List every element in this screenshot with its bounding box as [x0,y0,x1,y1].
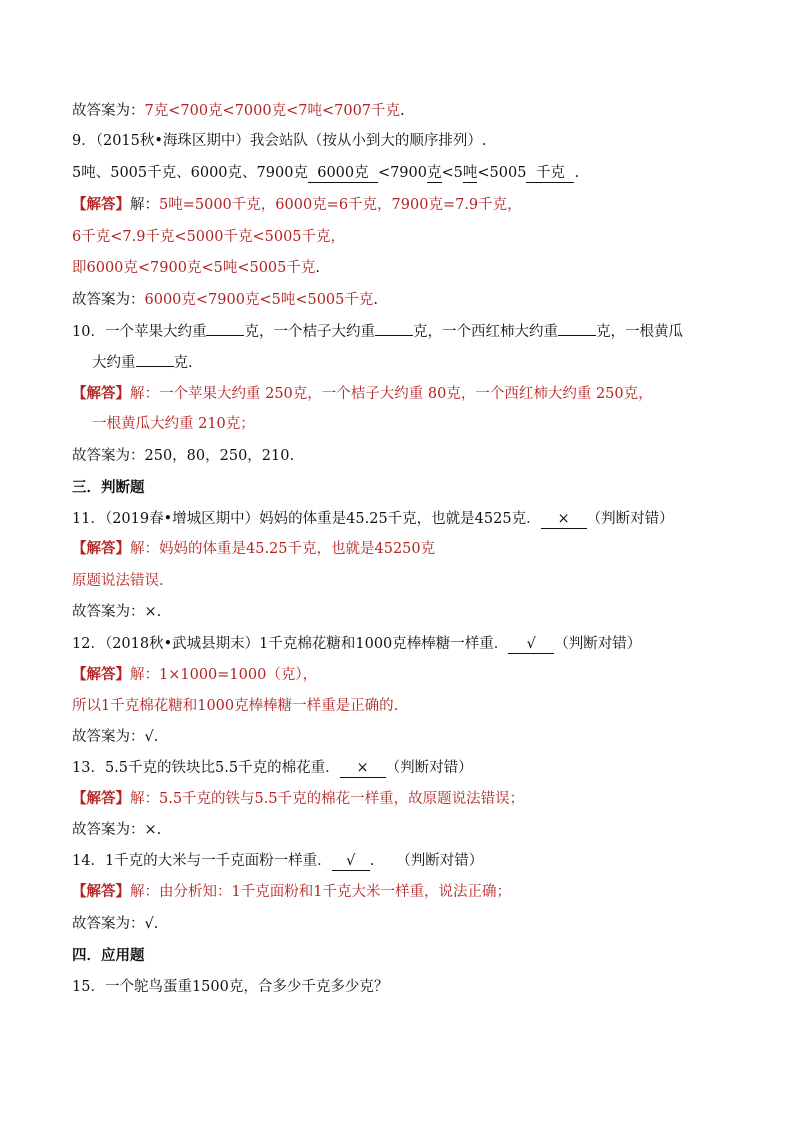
solution-9-line-1: 【解答】解：5吨=5000千克，6000克=6千克，7900克=7.9千克， [72,196,522,213]
question-10-line-2: 大约重 克. [92,355,193,371]
answer-line-10: 故答案为：250，80，250，210. [72,448,295,464]
question-10: 10．一个苹果大约重 克，一个桔子大约重 克，一个西红柿大约重 克，一根黄瓜 [72,324,683,340]
solution-14-line-1: 【解答】解：由分析知：1千克面粉和1千克大米一样重，说法正确； [72,883,511,900]
blank-tomato [558,335,596,336]
solution-11-line-1: 【解答】解：妈妈的体重是45.25千克，也就是45250克 [72,540,436,557]
answer-line-13: 故答案为：×. [72,822,162,838]
blank-orange [375,335,413,336]
question-13: 13．5.5千克的铁块比5.5千克的棉花重． × （判断对错） [72,760,473,776]
solution-9-line-3: 即6000克<7900克<5吨<5005千克. [72,260,320,276]
answer-line-12: 故答案为：√. [72,729,159,745]
question-15: 15．一个鸵鸟蛋重1500克，合多少千克多少克？ [72,979,389,995]
answer-line-11: 故答案为：×. [72,604,162,620]
solution-11-line-2: 原题说法错误. [72,573,164,589]
answer-line-9: 故答案为：6000克<7900克<5吨<5005千克. [72,292,378,308]
question-9: 9．（2015秋•海珠区期中）我会站队（按从小到大的顺序排列）. [72,133,487,149]
solution-12-line-2: 所以1千克棉花糖和1000克棒棒糖一样重是正确的. [72,698,399,714]
section-heading-4: 四．应用题 [72,947,145,964]
answer-line-14: 故答案为：√. [72,916,159,932]
question-12: 12．（2018秋•武城县期末）1千克棉花糖和1000克棒棒糖一样重． √ （判断对错） [72,636,642,652]
question-11: 11．（2019春•增城区期中）妈妈的体重是45.25千克，也就是4525克． × （判断对错） [72,511,674,527]
question-9-options: 5吨、5005千克、6000克、7900克 6000克 <7900克<5吨<5005 千克 . [72,165,580,181]
question-14: 14．1千克的大米与一千克面粉一样重． √ . （判断对错） [72,853,484,869]
section-heading-3: 三．判断题 [72,479,145,496]
blank-answer-9: 6000克 [308,164,378,183]
solution-10-line-1: 【解答】解：一个苹果大约重 250克，一个桔子大约重 80克，一个西红柿大约重 250克， [72,385,653,402]
solution-10-line-2: 一根黄瓜大约重 210克； [92,416,255,432]
solution-13-line-1: 【解答】解：5.5千克的铁与5.5千克的棉花一样重，故原题说法错误； [72,790,525,807]
solution-9-line-2: 6千克<7.9千克<5000千克<5005千克， [72,229,346,245]
blank-cucumber [136,366,174,367]
answer-line-8: 故答案为：7克<700克<7000克<7吨<7007千克. [72,103,405,119]
solution-12-line-1: 【解答】解：1×1000=1000（克）， [72,666,318,683]
blank-apple [206,335,244,336]
